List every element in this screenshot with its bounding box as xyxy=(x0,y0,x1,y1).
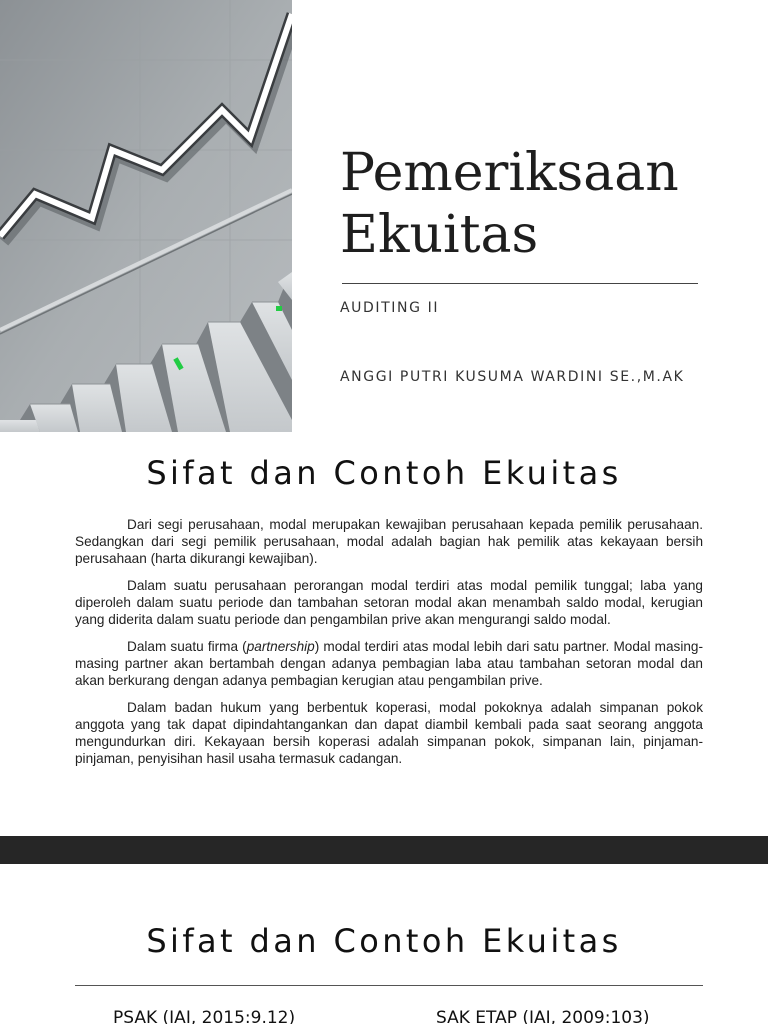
content-slide xyxy=(0,432,768,836)
course-subtitle: AUDITING II xyxy=(340,300,440,316)
column-label-psak: PSAK (IAI, 2015:9.12) xyxy=(113,1008,296,1024)
paragraph-2: Dalam suatu perusahaan perorangan modal terdiri atas modal pemilik tunggal; laba yang diperoleh dalam suatu periode dan tambahan setoran modal akan menambah saldo modal, kerugian yang diderita dalam suatu periode dan pengambilan prive akan mengurangi saldo modal. xyxy=(75,578,703,627)
paragraph-4: Dalam badan hukum yang berbentuk koperasi, modal pokoknya adalah simpanan pokok anggota yang tak dapat dipindahtangankan dan dapat diambil kembali pada saat seorang anggota mengundurkan diri. Kekayaan bersih koperasi adalah simpanan pokok, simpanan lain, pinjaman-pinjaman, penyisihan hasil usaha termasuk cadangan. xyxy=(75,700,703,766)
title-slide xyxy=(0,0,768,432)
title-line-2: Ekuitas xyxy=(340,205,539,265)
staircase-growth-photo xyxy=(0,0,292,432)
slide-divider xyxy=(0,836,768,864)
slide-heading: Sifat dan Contoh Ekuitas xyxy=(146,922,622,960)
paragraph-3-start: Dalam suatu firma ( xyxy=(127,639,247,654)
paragraph-1: Dari segi perusahaan, modal merupakan kewajiban perusahaan kepada pemilik perusahaan. Sedangkan dari segi pemilik perusahaan, modal adalah bagian hak pemilik atas kekayaan bersih perusahaan (harta dikurangi kewajiban). xyxy=(75,517,703,566)
staircase-growth-illustration xyxy=(0,0,292,432)
author-name: ANGGI PUTRI KUSUMA WARDINI SE.,M.AK xyxy=(340,369,685,385)
paragraph-3-term: partnership xyxy=(246,639,315,654)
presentation-title xyxy=(340,142,679,266)
heading-rule xyxy=(75,985,703,986)
paragraph-3-end: ) modal terdiri atas modal lebih dari satu partner. Modal masing-masing partner akan bertambah dengan adanya pembagian laba atau tambahan setoran modal dan akan berkurang dengan adanya pembagian kerugian atau pengambilan prive. xyxy=(75,639,703,688)
title-line-1: Pemeriksaan xyxy=(340,143,679,203)
comparison-slide xyxy=(0,864,768,1024)
column-label-sak-etap: SAK ETAP (IAI, 2009:103) xyxy=(436,1008,650,1024)
paragraph-3 xyxy=(75,638,703,689)
slide-heading: Sifat dan Contoh Ekuitas xyxy=(146,454,622,492)
title-underline xyxy=(342,283,698,284)
slide-body xyxy=(75,516,703,777)
